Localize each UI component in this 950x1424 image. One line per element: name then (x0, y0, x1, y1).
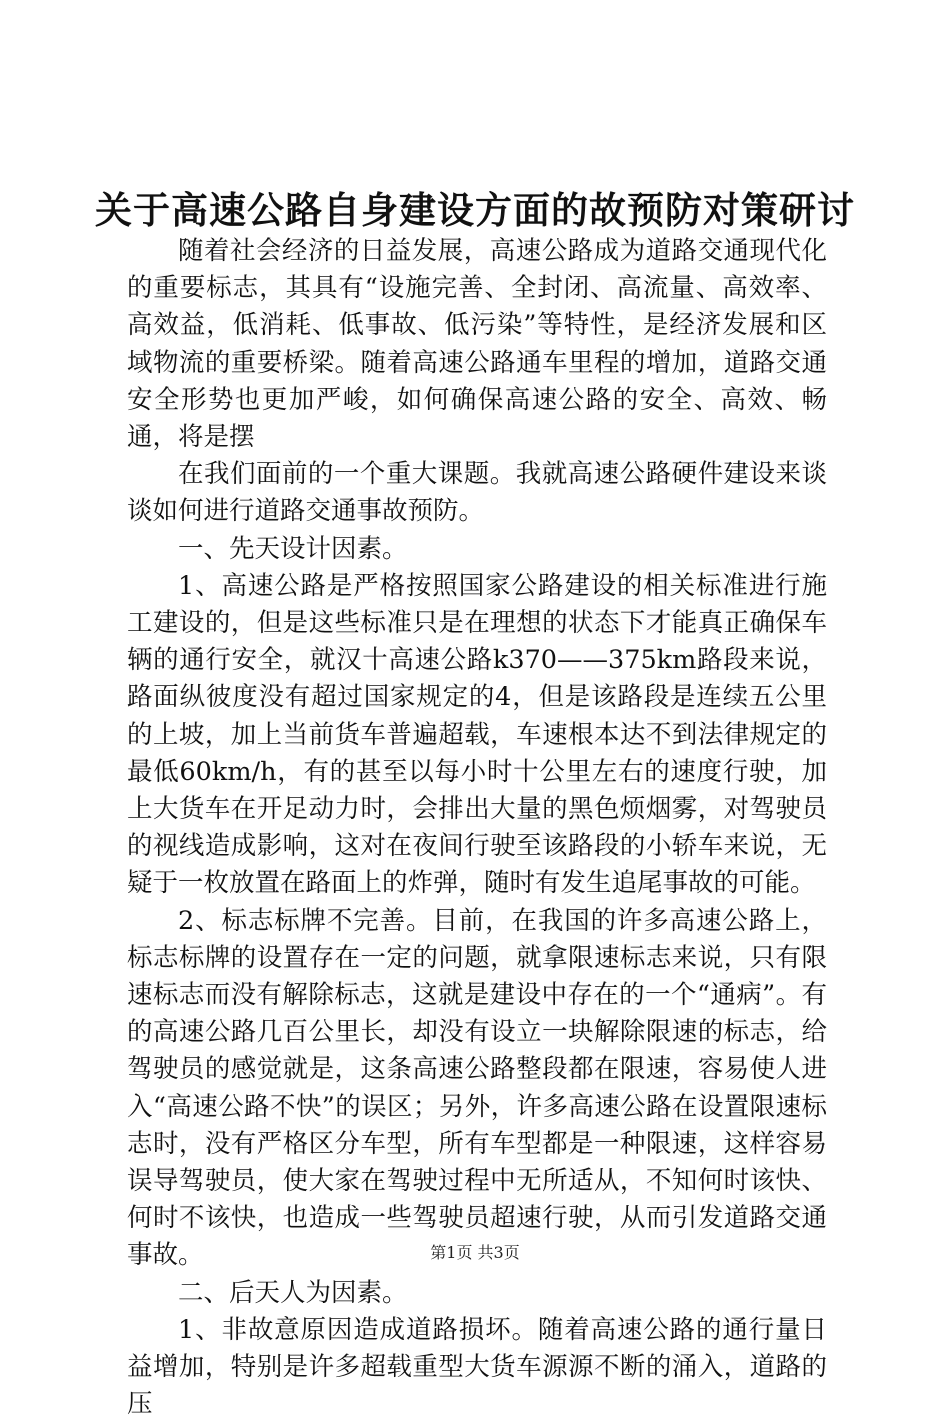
paragraph: 2、标志标牌不完善。目前，在我国的许多高速公路上，标志标牌的设置存在一定的问题，就拿限速标志来说，只有限速标志而没有解除标志，这就是建设中存在的一个“通病”。有的高速公路几百公里长，却没有设立一块解除限速的标志，给驾驶员的感觉就是，这条高速公路整段都在限速，容易使人进入“高速公路不快”的误区；另外，许多高速公路在设置限速标志时，没有严格区分车型，所有车型都是一种限速，这样容易误导驾驶员，使大家在驾驶过程中无所适从，不知何时该快、何时不该快，也造成一些驾驶员超速行驶，从而引发道路交通事故。 (127, 905, 827, 1271)
paragraph: 1、高速公路是严格按照国家公路建设的相关标准进行施工建设的，但是这些标准只是在理想的状态下才能真正确保车辆的通行安全，就汉十高速公路k370——375km路段来说，路面纵彼度没有超过国家规定的4，但是该路段是连续五公里的上坡，加上当前货车普遍超载，车速根本达不到法律规定的最低60km/h，有的甚至以每小时十公里左右的速度行驶，加上大货车在开足动力时，会排出大量的黑色烦烟雾，对驾驶员的视线造成影响，这对在夜间行驶至该路段的小轿车来说，无疑于一枚放置在路面上的炸弹，随时有发生追尾事故的可能。 (127, 570, 827, 899)
paragraph: 1、非故意原因造成道路损坏。随着高速公路的通行量日益增加，特别是许多超载重型大货车源源不断的涌入，道路的压 (127, 1314, 827, 1420)
section-heading: 一、先天设计因素。 (178, 533, 408, 564)
paragraph: 在我们面前的一个重大课题。我就高速公路硬件建设来谈谈如何进行道路交通事故预防。 (127, 459, 827, 527)
page-number-footer: 第1页 共3页 (430, 1243, 520, 1262)
section-heading: 二、后天人为因素。 (178, 1277, 408, 1308)
document-title: 关于高速公路自身建设方面的故预防对策研讨 (95, 188, 855, 232)
paragraph: 随着社会经济的日益发展，高速公路成为道路交通现代化的重要标志，其具有“设施完善、全封闭、高流量、高效率、高效益，低消耗、低事故、低污染”等特性，是经济发展和区域物流的重要桥梁。随着高速公路通车里程的增加，道路交通安全形势也更加严峻，如何确保高速公路的安全、高效、畅通，将是摆 (127, 236, 827, 453)
